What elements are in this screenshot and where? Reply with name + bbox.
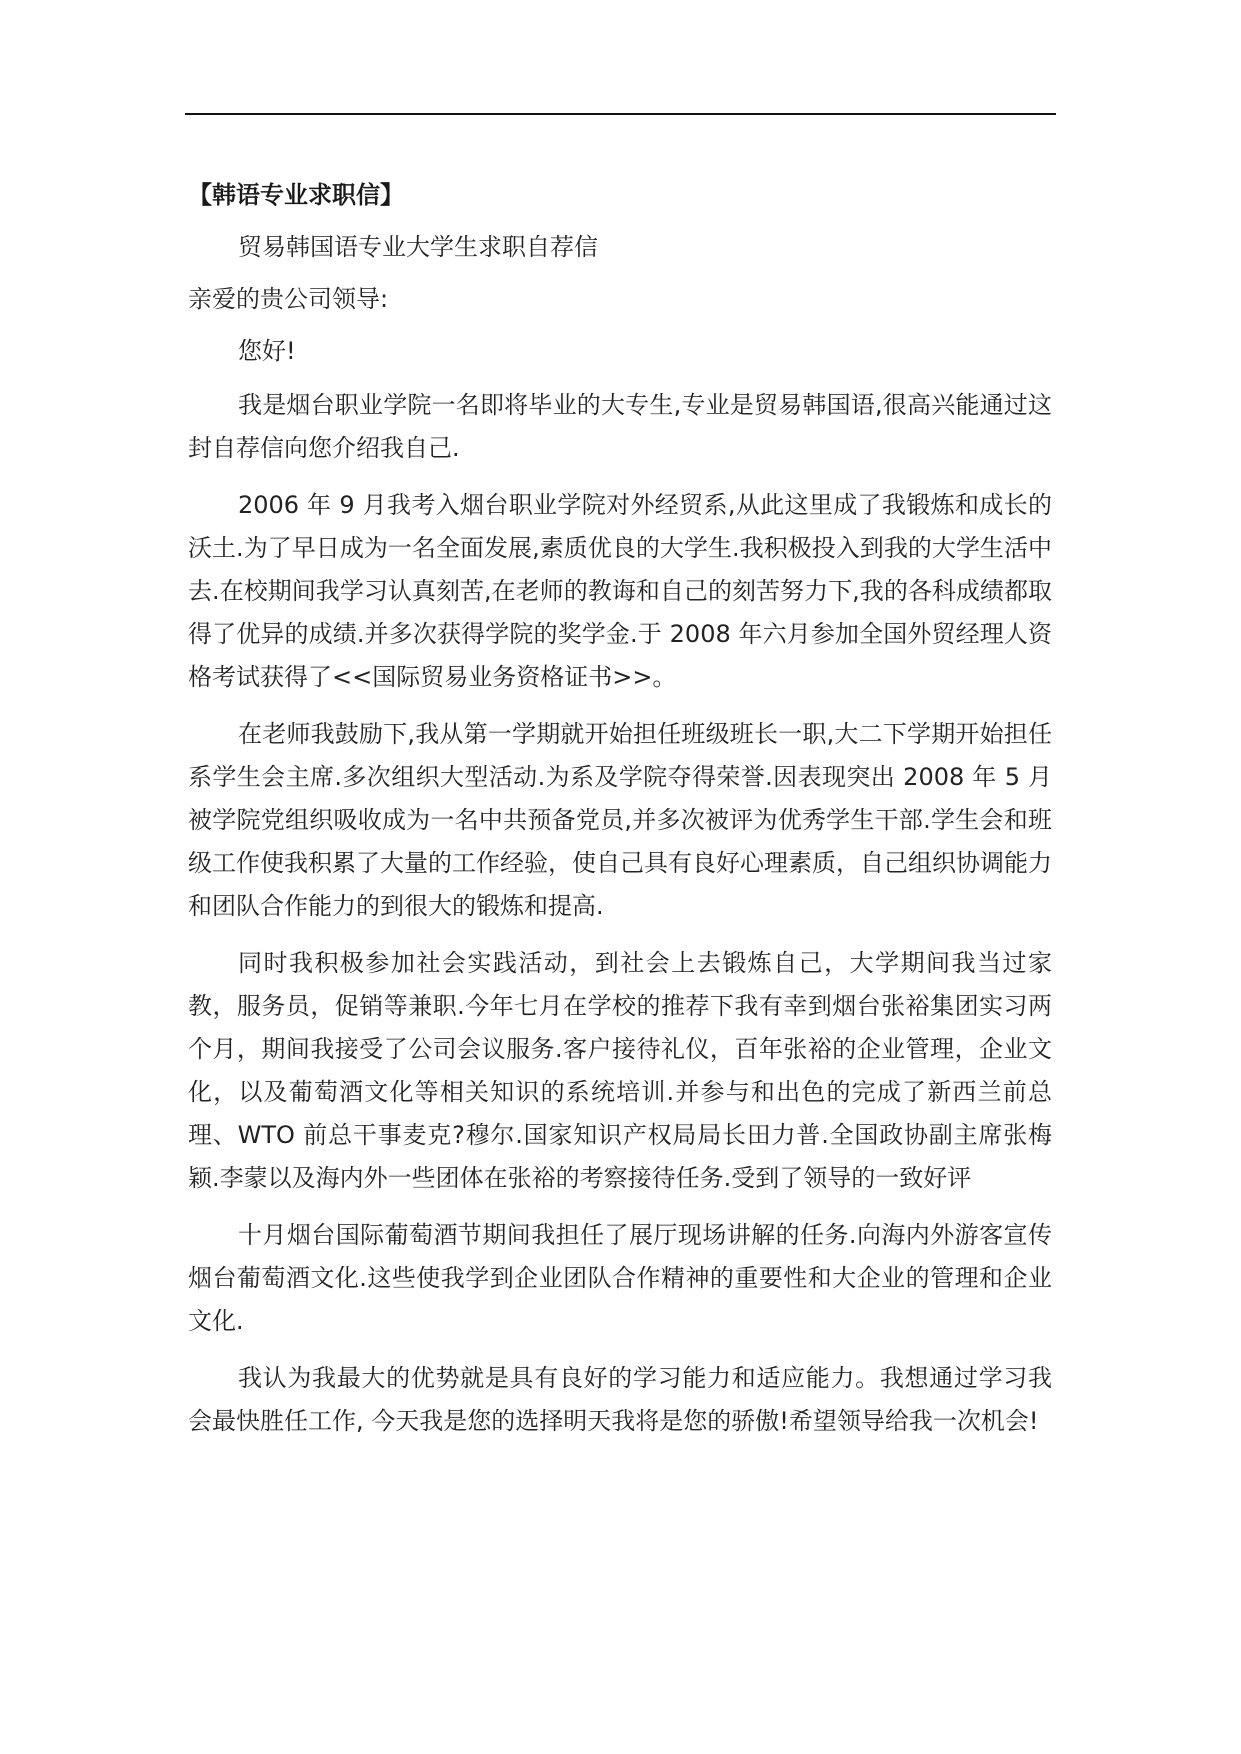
document-heading: 【韩语专业求职信】 — [188, 181, 404, 209]
letter-salutation: 亲爱的贵公司领导: — [188, 285, 389, 313]
paragraph-wine-festival: 十月烟台国际葡萄酒节期间我担任了展厅现场讲解的任务.向海内外游客宣传烟台葡萄酒文化.这些使我学到企业团队合作精神的重要性和大企业的管理和企业文化. — [188, 1221, 1052, 1335]
paragraph-practice: 同时我积极参加社会实践活动，到社会上去锻炼自己，大学期间我当过家教，服务员，促销等兼职.今年七月在学校的推荐下我有幸到烟台张裕集团实习两个月，期间我接受了公司会议服务.客户接待礼仪，百年张裕的企业管理，企业文化，以及葡萄酒文化等相关知识的系统培训.并参与和出色的完成了新西兰前总理、WTO 前总干事麦克?穆尔.国家知识产权局局长田力普.全国政协副主席张梅颖.李蒙以及海内外一些团体在张裕的考察接待任务.受到了领导的一致好评 — [188, 949, 1052, 1192]
paragraph-education: 2006 年 9 月我考入烟台职业学院对外经贸系,从此这里成了我锻炼和成长的沃土.为了早日成为一名全面发展,素质优良的大学生.我积极投入到我的大学生活中去.在校期间我学习认真刻苦,在老师的教诲和自己的刻苦努力下,我的各科成绩都取得了优异的成绩.并多次获得学院的奖学金.于 2008 年六月参加全国外贸经理人资格考试获得了<<国际贸易业务资格证书>>。 — [188, 491, 1052, 691]
paragraph-closing: 我认为我最大的优势就是具有良好的学习能力和适应能力。我想通过学习我会最快胜任工作, 今天我是您的选择明天我将是您的骄傲!希望领导给我一次机会! — [188, 1364, 1052, 1435]
letter-body — [188, 176, 1052, 1457]
letter-subtitle: 贸易韩国语专业大学生求职自荐信 — [238, 233, 598, 261]
paragraph-leadership: 在老师我鼓励下,我从第一学期就开始担任班级班长一职,大二下学期开始担任系学生会主席.多次组织大型活动.为系及学院夺得荣誉.因表现突出 2008 年 5 月被学院党组织吸收成为一名中共预备党员,并多次被评为优秀学生干部.学生会和班级工作使我积累了大量的工作经验，使自己具有良好心理素质，自己组织协调能力和团队合作能力的到很大的锻炼和提高. — [188, 720, 1052, 920]
header-rule — [185, 113, 1056, 115]
letter-greeting: 您好! — [238, 337, 296, 365]
paragraph-introduction: 我是烟台职业学院一名即将毕业的大专生,专业是贸易韩国语,很高兴能通过这封自荐信向您介绍我自己. — [188, 391, 1052, 462]
